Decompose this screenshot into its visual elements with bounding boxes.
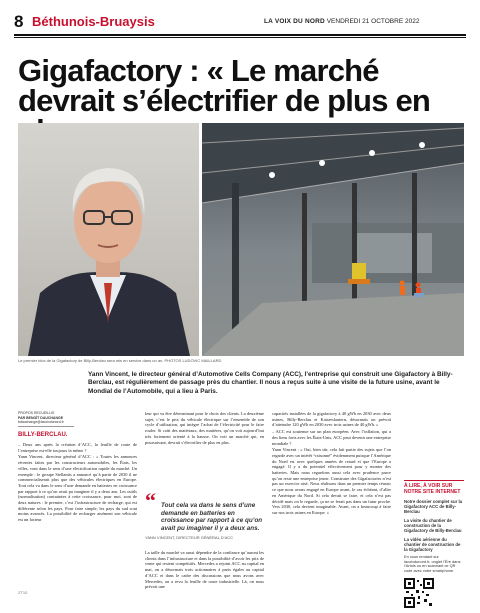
header-rule [14, 34, 466, 36]
byline-author: PAR BENOÎT DAUCHANGE [18, 415, 64, 420]
page-footer-code: ZT10 [18, 590, 28, 595]
headline: Gigafactory : « Le marché devrait s’électrifier de plus en [18, 53, 431, 118]
qr-code-icon[interactable] [404, 578, 434, 608]
newspaper-name: LA VOIX DU NORD [264, 18, 325, 25]
newspaper-dateline [264, 18, 419, 25]
paragraph: La taille du marché va aussi dépendre de la confiance qu’auront les clients dans l’infrastructure et dans la possibilité d’avoir les prix de vente qui restent compétitifs. Mercedes a rejoint ACC au capital en mai, on a désormais trois actionnaires à parts égales au capital d’ACC et dans le cadre des discussions que nous avons avec Mercedes, on a revu la feuille de route industrielle. Là, on nous prévoit une [145, 550, 264, 590]
issue-date: VENDREDI 21 OCTOBRE 2022 [326, 18, 420, 25]
paragraph: – Deux ans après la création d’ACC, la feuille de route de l’entreprise est-elle toujours la même ? [18, 442, 137, 453]
page-number: 8 [14, 12, 24, 31]
web-sidebar [404, 480, 464, 608]
article-column-3 [272, 411, 391, 517]
byline [18, 411, 74, 425]
factory-illustration [202, 123, 464, 356]
quote-mark-icon: “ [145, 488, 156, 513]
dateline: BILLY-BERCLAU. [18, 432, 68, 438]
sidebar-item-3: La vidéo aérienne du chantier de construction de la Gigafactory [404, 537, 461, 553]
pull-quote-text: Tout cela va dans le sens d’une demande en batteries en croissance par rapport à ce qu’on avait pu imaginer il y a deux ans. [161, 502, 263, 532]
portrait-photo [18, 123, 199, 356]
article-column-1 [18, 442, 137, 524]
byline-line1: PROPOS RECUEILLIS [18, 411, 55, 415]
paragraph: capacités installées de la gigafactory à 40 gWh en 2030 avec deux usines, Billy-Berclau et Kaiserslautern, désormais on prévoit d’atteindre 120 gWh en 2030 avec trois usines de 40 gWh. » [272, 411, 391, 428]
page-header [14, 14, 466, 32]
pull-quote [145, 488, 264, 541]
paragraph: Yann Vincent : « Oui, bien sûr, cela fait partie des sujets que l’on regarde avec un intérêt “raisonné” évidemment puisque l’Amérique du Nord est avec quelques années de retard et que l’Europe a engagé. Il y a du potentiel effectivement pour y monter des batteries. Mais nous regardons aussi cela avec prudence parce qu’on reste une entreprise jeune. Construire des Gigafactories n’est pas un exercice aisé. Nous réalisons dans un premier temps réussir ce que nous avons engagé en Europe avant, le cas échéant, d’aller en Amérique du Nord. Si cela devait se faire, et cela n’est pas décidé mais on le regarde, ça ne se ferait pas dans un futur proche. Vers 2030, cela devient imaginable. Avant, on a beaucoup à faire sur nos trois usines en Europe. » [272, 447, 391, 515]
section-title: Béthunois-Bruaysis [32, 14, 155, 29]
sidebar-rule [404, 480, 464, 481]
header-rule-thin [14, 37, 466, 38]
paragraph: leur qui va être déterminant pour le choix des clients. La deuxième sujet, c’est le prix du véhicule électrique sur l’ensemble de son cycle d’utilisation, qui intègre l’achat de l’électricité pour le faire rouler. Si coût des matériaux, des matières, qu’on voit aujourd’hui très fortement orienté à la hausse. On voit un marché qui, en poursuivant, devrait s’électrifier de plus en plus. [145, 411, 264, 445]
pull-quote-author: YANN VINCENT, DIRECTEUR GÉNÉRAL D’ACC [145, 535, 234, 541]
sidebar-instructions: En vous rendant sur lavoixdunord.fr, onglet l’Ère dans l’Artois ou en scannant ce QR code avec votre smartphone. [404, 554, 461, 573]
paragraph: – ACC est soutenue sur un plan européen. Avec l’inflation, qui a des liens forts avec les États-Unis, ACC peut devenir une entreprise mondiale ? [272, 429, 391, 446]
article-column-2 [145, 411, 264, 446]
factory-photo [202, 123, 464, 356]
sidebar-title: À LIRE, À VOIR SUR NOTRE SITE INTERNET [404, 483, 461, 495]
sidebar-item-1: Notre dossier complet sur la Gigafactory ACC de Billy-Berclau [404, 499, 463, 515]
byline-email: bdauchange@lavoixdunord.fr [18, 420, 64, 424]
article-column-2-continued [145, 550, 264, 591]
byline-divider [18, 426, 74, 427]
photo-caption: Le premier bloc de la Gigafactory de Billy-Berclau sera mis en service dans un an. PHOTOS LUDOVIC MAILLARD [18, 358, 222, 363]
sidebar-item-2: La visite du chantier de construction de la Gigafactory de Billy-Berclau [404, 518, 462, 534]
article-lead: Yann Vincent, le directeur général d’Automotive Cells Company (ACC), l’entreprise qui construit une Gigafactory à Billy-Berclau, est régulièrement de passage près du chantier. Il nous a reçus suite à une visite de la future usine, avant le Mondial de l’Automobile, qui a lieu à Paris. [88, 371, 453, 395]
portrait-illustration [18, 123, 199, 356]
paragraph: Yann Vincent, directeur général d’ACC : « Toutes les annonces récentes faites par les constructeurs automobiles, les États, les villes, vont dans le sens d’une électrification rapide du marché. Un exemple : le groupe Stellantis a annoncé qu’à partir de 2030 il ne commercialiserait plus que des véhicules électriques en Europe. Tout cela va dans le sens d’une demande en batteries en croissance par rapport à ce qu’on avait pu imaginer il y a deux ans. Les outils (normalisation) contraintes à cette croissance, pour moi, sont de deux natures : le premier, c’est l’infrastructure de recharge, qui est différente selon les pays. Pour faire simple, les pays du sud sont moins avancés. La possibilité de recharger aisément son véhicule est un facteur [18, 454, 137, 523]
